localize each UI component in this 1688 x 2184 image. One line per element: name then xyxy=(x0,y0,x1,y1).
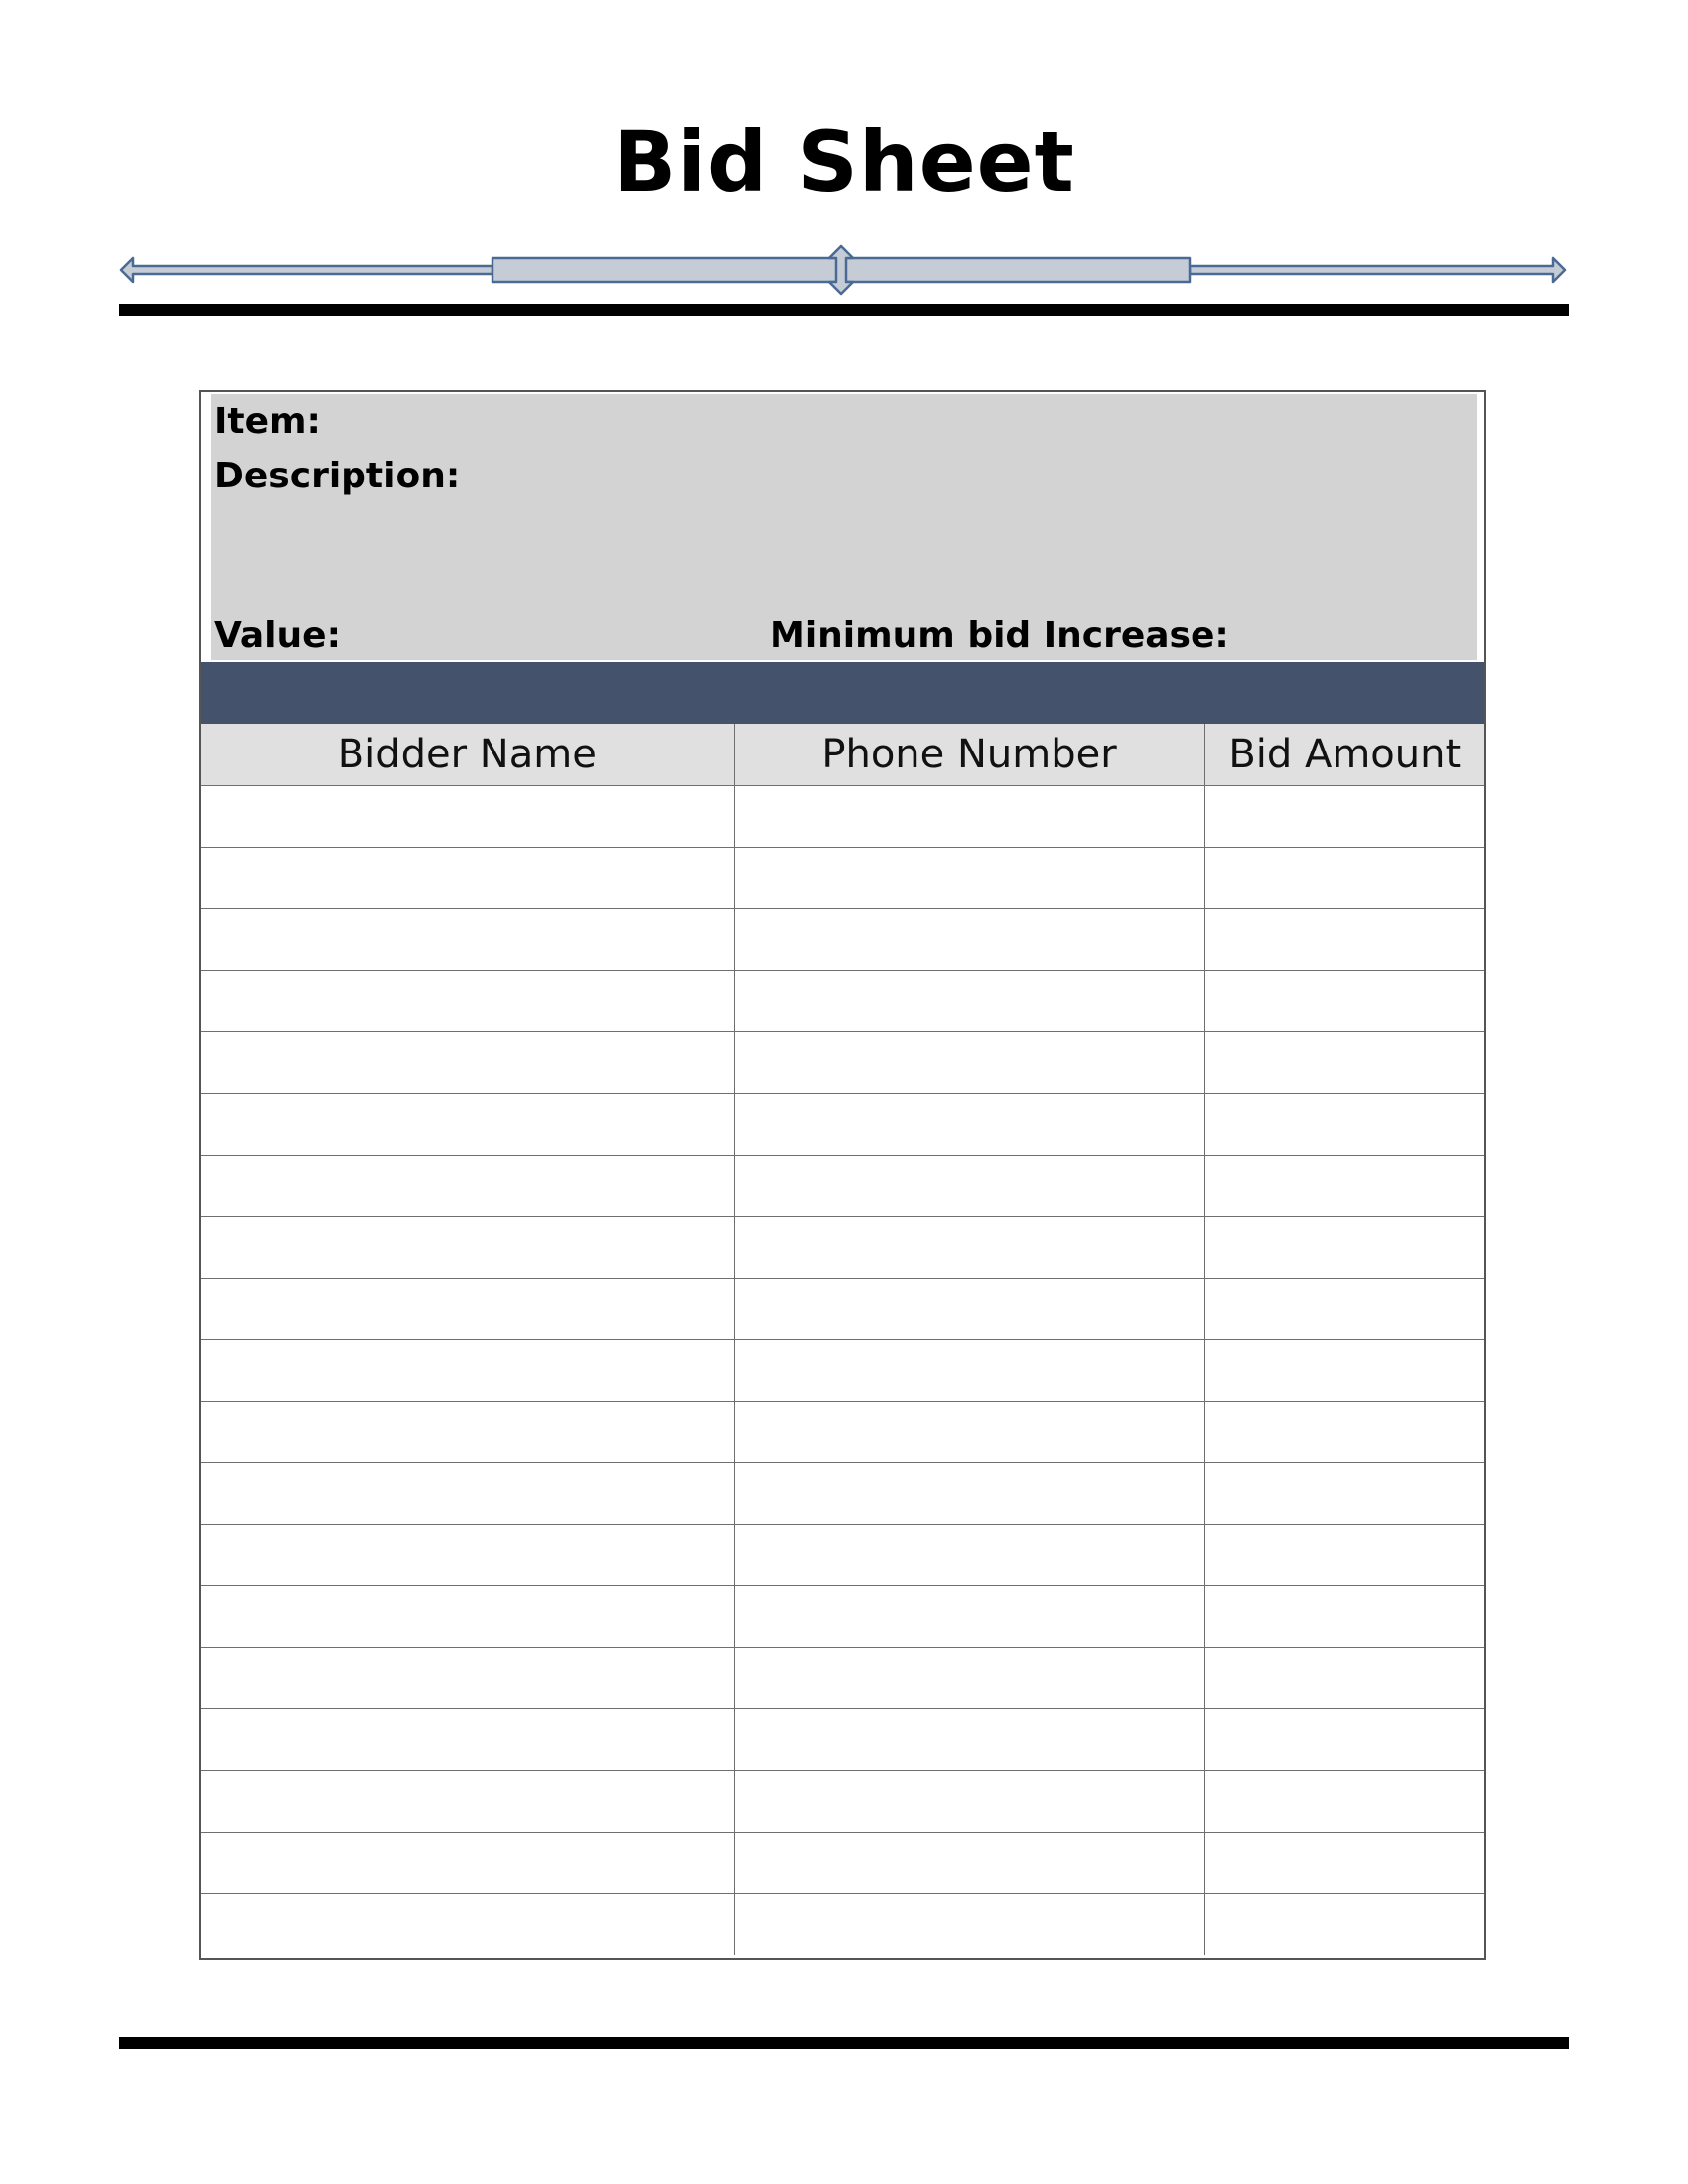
column-header-bid-amount: Bid Amount xyxy=(1204,724,1484,785)
phone-number-cell[interactable] xyxy=(734,1278,1204,1339)
bidder-name-cell[interactable] xyxy=(201,1893,734,1955)
bid-amount-cell[interactable] xyxy=(1204,847,1484,908)
bidder-name-cell[interactable] xyxy=(201,1339,734,1401)
table-row xyxy=(201,1524,1484,1585)
bidder-name-cell[interactable] xyxy=(201,1401,734,1462)
phone-number-cell[interactable] xyxy=(734,1462,1204,1524)
bid-amount-cell[interactable] xyxy=(1204,1155,1484,1216)
phone-number-cell[interactable] xyxy=(734,1708,1204,1770)
bid-amount-cell[interactable] xyxy=(1204,1339,1484,1401)
phone-number-cell[interactable] xyxy=(734,1524,1204,1585)
bid-amount-cell[interactable] xyxy=(1204,908,1484,970)
phone-number-cell[interactable] xyxy=(734,1155,1204,1216)
table-row xyxy=(201,1585,1484,1647)
bid-amount-cell[interactable] xyxy=(1204,1708,1484,1770)
table-row xyxy=(201,785,1484,847)
phone-number-cell[interactable] xyxy=(734,970,1204,1031)
phone-number-cell[interactable] xyxy=(734,847,1204,908)
bid-amount-cell[interactable] xyxy=(1204,1278,1484,1339)
table-row xyxy=(201,1155,1484,1216)
phone-number-cell[interactable] xyxy=(734,1770,1204,1832)
bid-amount-cell[interactable] xyxy=(1204,1832,1484,1893)
bidder-name-cell[interactable] xyxy=(201,847,734,908)
phone-number-cell[interactable] xyxy=(734,1893,1204,1955)
min-bid-increase-label: Minimum bid Increase: xyxy=(770,615,1229,656)
value-label: Value: xyxy=(214,615,341,656)
table-row xyxy=(201,1647,1484,1708)
table-row xyxy=(201,1462,1484,1524)
bid-rows xyxy=(201,785,1484,1955)
bidder-name-cell[interactable] xyxy=(201,1708,734,1770)
phone-number-cell[interactable] xyxy=(734,1647,1204,1708)
bids-table xyxy=(201,724,1484,1955)
bidder-name-cell[interactable] xyxy=(201,785,734,847)
table-row xyxy=(201,1278,1484,1339)
description-label: Description: xyxy=(214,456,461,496)
bid-amount-cell[interactable] xyxy=(1204,1401,1484,1462)
bid-amount-cell[interactable] xyxy=(1204,1893,1484,1955)
table-header-row xyxy=(201,724,1484,785)
table-row xyxy=(201,1093,1484,1155)
table-row xyxy=(201,1832,1484,1893)
bidder-name-cell[interactable] xyxy=(201,1647,734,1708)
top-rule xyxy=(119,304,1569,316)
bidder-name-cell[interactable] xyxy=(201,1585,734,1647)
page-title: Bid Sheet xyxy=(613,113,1075,210)
phone-number-cell[interactable] xyxy=(734,1216,1204,1278)
phone-number-cell[interactable] xyxy=(734,1031,1204,1093)
item-info-panel xyxy=(211,394,1477,660)
item-label: Item: xyxy=(214,401,321,442)
bidder-name-cell[interactable] xyxy=(201,1093,734,1155)
bidder-name-cell[interactable] xyxy=(201,1832,734,1893)
phone-number-cell[interactable] xyxy=(734,785,1204,847)
table-row xyxy=(201,970,1484,1031)
table-row xyxy=(201,1708,1484,1770)
bidder-name-cell[interactable] xyxy=(201,1524,734,1585)
left-arrow-icon xyxy=(121,258,492,282)
bottom-rule xyxy=(119,2037,1569,2049)
phone-number-cell[interactable] xyxy=(734,1093,1204,1155)
header-band xyxy=(201,662,1484,724)
bid-amount-cell[interactable] xyxy=(1204,1216,1484,1278)
table-row xyxy=(201,1893,1484,1955)
bid-form xyxy=(199,390,1486,1960)
bidder-name-cell[interactable] xyxy=(201,1031,734,1093)
table-row xyxy=(201,908,1484,970)
phone-number-cell[interactable] xyxy=(734,908,1204,970)
bidder-name-cell[interactable] xyxy=(201,1155,734,1216)
bidder-name-cell[interactable] xyxy=(201,1278,734,1339)
table-row xyxy=(201,1401,1484,1462)
bid-amount-cell[interactable] xyxy=(1204,1647,1484,1708)
column-header-phone-number: Phone Number xyxy=(734,724,1204,785)
bidder-name-cell[interactable] xyxy=(201,908,734,970)
bid-amount-cell[interactable] xyxy=(1204,1524,1484,1585)
bid-amount-cell[interactable] xyxy=(1204,1462,1484,1524)
table-row xyxy=(201,1031,1484,1093)
bid-amount-cell[interactable] xyxy=(1204,785,1484,847)
phone-number-cell[interactable] xyxy=(734,1401,1204,1462)
bid-amount-cell[interactable] xyxy=(1204,1093,1484,1155)
table-row xyxy=(201,847,1484,908)
phone-number-cell[interactable] xyxy=(734,1832,1204,1893)
phone-number-cell[interactable] xyxy=(734,1585,1204,1647)
table-row xyxy=(201,1770,1484,1832)
bid-amount-cell[interactable] xyxy=(1204,1031,1484,1093)
bidder-name-cell[interactable] xyxy=(201,1216,734,1278)
bidder-name-cell[interactable] xyxy=(201,1462,734,1524)
phone-number-cell[interactable] xyxy=(734,1339,1204,1401)
bid-amount-cell[interactable] xyxy=(1204,1770,1484,1832)
column-header-bidder-name: Bidder Name xyxy=(201,724,734,785)
table-row xyxy=(201,1216,1484,1278)
bid-amount-cell[interactable] xyxy=(1204,1585,1484,1647)
bidder-name-cell[interactable] xyxy=(201,1770,734,1832)
table-row xyxy=(201,1339,1484,1401)
right-arrow-icon xyxy=(1190,258,1565,282)
bid-amount-cell[interactable] xyxy=(1204,970,1484,1031)
bidder-name-cell[interactable] xyxy=(201,970,734,1031)
